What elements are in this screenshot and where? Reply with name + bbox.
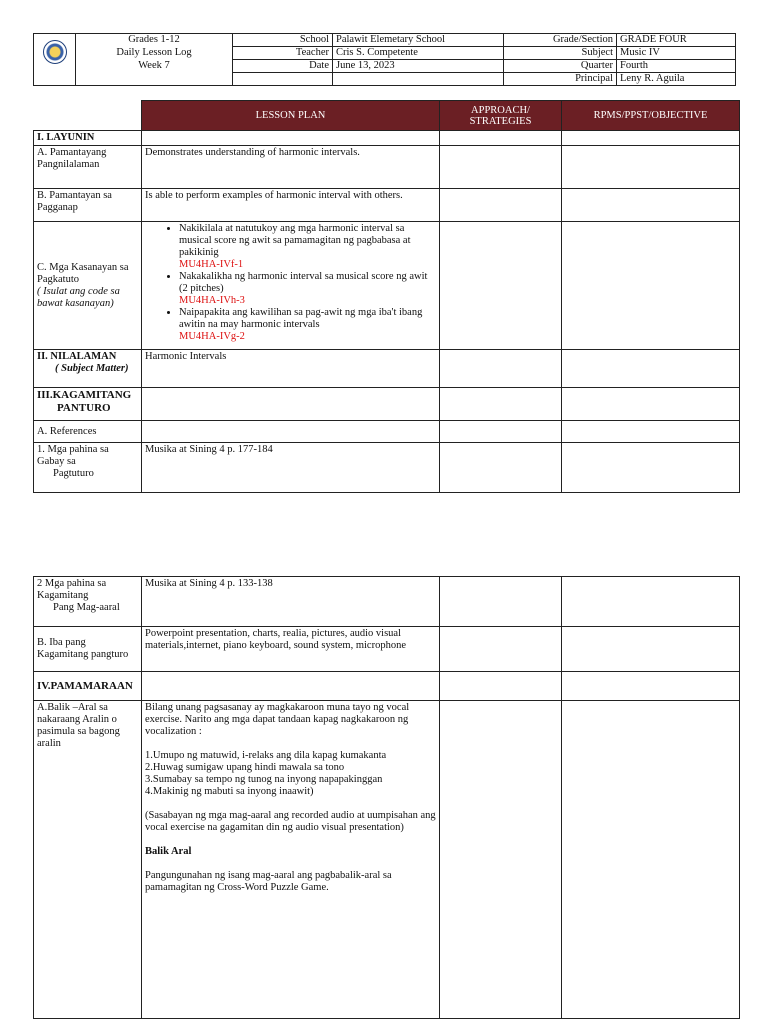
grade-section-label: Grade/Section [504,34,617,47]
objective-item [179,271,436,307]
iba-label [34,627,142,672]
blank-cell [440,222,562,350]
label-line: II. NILALAMAN [37,351,117,362]
label-line: bawat kasanayan) [37,297,114,309]
objectives-list [145,223,436,343]
label-line: nakaraang Aralin o [37,714,117,725]
blank-header [34,101,142,131]
lesson-plan-table [33,100,740,493]
blank-cell [142,421,440,443]
blank-cell [562,146,740,189]
rule-item: 2.Huwag sumigaw upang hindi mawala sa tono [145,762,345,773]
date-value: June 13, 2023 [333,60,504,73]
objective-item [179,223,436,271]
blank-cell [142,672,440,701]
label-line: A. Pamantayang [37,147,107,158]
blank-cell [440,577,562,627]
quarter-label: Quarter [504,60,617,73]
pamantayang-text: Demonstrates understanding of harmonic intervals. [142,146,440,189]
school-value: Palawit Elemetary School [333,34,504,47]
kagamitan-label [34,388,142,421]
label-line: Pagganap [37,202,78,213]
blank-cell [562,350,740,388]
label-line: B. Pamantayan sa [37,190,112,201]
kasanayan-label [34,222,142,350]
deped-seal [34,34,76,73]
label-line: PANTURO [57,402,111,414]
blank-cell [440,672,562,701]
subject-value: Music IV [617,47,736,60]
blank-cell [562,701,740,1019]
lesson-plan-table-continued [33,576,740,1019]
grades-label: Grades 1-12 [76,34,233,47]
blank-cell [333,73,504,86]
blank-cell [562,672,740,701]
principal-value: Leny R. Aguila [617,73,736,86]
blank-cell [562,388,740,421]
objective-code: MU4HA-IVh-3 [179,295,245,306]
rule-item: 3.Sumabay sa tempo ng tunog na inyong napapakinggan [145,774,383,785]
balik-label [34,701,142,1019]
sasabayan-note: (Sasabayan ng mga mag-aaral ang recorded audio at uumpisahan ang vocal exercise na gagamitan din ng audio visual presentation) [145,810,436,833]
label-line: B. Iba pang [37,637,86,648]
label-line: aralin [37,738,61,749]
label-line: ( Subject Matter) [55,363,129,374]
blank-cell [440,421,562,443]
blank-cell [562,627,740,672]
objective-code: MU4HA-IVg-2 [179,331,245,342]
objective-code: MU4HA-IVf-1 [179,259,244,270]
blank-cell [440,443,562,493]
label-line: C. Mga Kasanayan sa [37,261,129,273]
blank-cell [562,131,740,146]
grade-section-value: GRADE FOUR [617,34,736,47]
teacher-value: Cris S. Competente [333,47,504,60]
quarter-value: Fourth [617,60,736,73]
label-line: 2 Mga pahina sa [37,578,107,589]
blank-cell [440,627,562,672]
blank-cell [562,577,740,627]
blank-cell [562,421,740,443]
pagganap-text: Is able to perform examples of harmonic interval with others. [142,189,440,222]
label-line: III.KAGAMITANG [37,389,132,401]
magaaral-label [34,577,142,627]
magaaral-text: Musika at Sining 4 p. 133-138 [142,577,440,627]
rpms-header: RPMS/PPST/OBJECTIVE [562,101,740,131]
label-line: Kagamitang pangturo [37,649,129,660]
iba-text: Powerpoint presentation, charts, realia, pictures, audio visual materials,internet, piano keyboard, sound system, microphone [142,627,440,672]
principal-label: Principal [504,73,617,86]
blank-cell [233,73,333,86]
balik-aral-title: Balik Aral [145,846,192,857]
approach-header-line: APPROACH/ [471,104,530,116]
blank-cell [76,73,233,86]
blank-cell [562,443,740,493]
section-layunin: I. LAYUNIN [34,131,142,146]
header-table [33,33,736,86]
blank-cell [440,388,562,421]
blank-cell [440,189,562,222]
teacher-label: Teacher [233,47,333,60]
blank-cell [142,388,440,421]
label-line: ( Isulat ang code sa [37,285,120,297]
objective-text: Naipapakita ang kawilihan sa pag-awit ng mga iba't ibang awitin na may harmonic intervals [179,307,423,330]
log-title: Daily Lesson Log [76,47,233,60]
blank-cell [562,189,740,222]
label-line: Gabay sa [37,456,76,467]
blank-cell [440,131,562,146]
label-line: Pangnilalaman [37,159,100,170]
label-line: Pagkatuto [37,273,79,285]
gabay-text: Musika at Sining 4 p. 177-184 [142,443,440,493]
date-label: Date [233,60,333,73]
nilalaman-label [34,350,142,388]
references-label: A. References [34,421,142,443]
objective-item [179,307,436,343]
objective-text: Nakikilala at natutukoy ang mga harmonic interval sa musical score ng awit sa pamamagitan ng pagbabasa at pakikinig [179,223,411,258]
label-line: Kagamitang [37,590,89,601]
rules-list [145,750,436,798]
objective-text: Nakakalikha ng harmonic interval sa musical score ng awit (2 pitches) [179,271,428,294]
pamamaraan-label: IV.PAMAMARAAN [34,672,142,701]
balik-content [142,701,440,1019]
balik-intro: Bilang unang pagsasanay ay magkakaroon muna tayo ng vocal exercise. Narito ang mga dapat tandaan kapag nagkakaroon ng vocalization : [145,702,410,737]
subject-label: Subject [504,47,617,60]
blank-cell [142,131,440,146]
approach-header [440,101,562,131]
blank-cell [440,350,562,388]
label-line: Pang Mag-aaral [53,602,120,613]
week-label: Week 7 [76,60,233,73]
rule-item: 1.Umupo ng matuwid, i-relaks ang dila kapag kumakanta [145,750,387,761]
rule-item: 4.Makinig ng mabuti sa inyong inaawit) [145,786,314,797]
deped-seal-icon [43,40,67,64]
school-label: School [233,34,333,47]
lesson-plan-header: LESSON PLAN [142,101,440,131]
approach-header-line: STRATEGIES [469,115,532,127]
blank-cell [34,73,76,86]
gabay-label [34,443,142,493]
label-line: A.Balik –Aral sa [37,702,108,713]
blank-cell [562,222,740,350]
kasanayan-objectives [142,222,440,350]
blank-cell [440,146,562,189]
nilalaman-text: Harmonic Intervals [142,350,440,388]
blank-cell [440,701,562,1019]
pagganap-label [34,189,142,222]
label-line: pasimula sa bagong [37,726,120,737]
label-line: 1. Mga pahina sa [37,444,109,455]
pamantayang-label [34,146,142,189]
label-line: Pagtuturo [53,468,94,479]
balik-aral-text: Pangungunahan ng isang mag-aaral ang pagbabalik-aral sa pamamagitan ng Cross-Word Puzzle Game. [145,870,392,893]
